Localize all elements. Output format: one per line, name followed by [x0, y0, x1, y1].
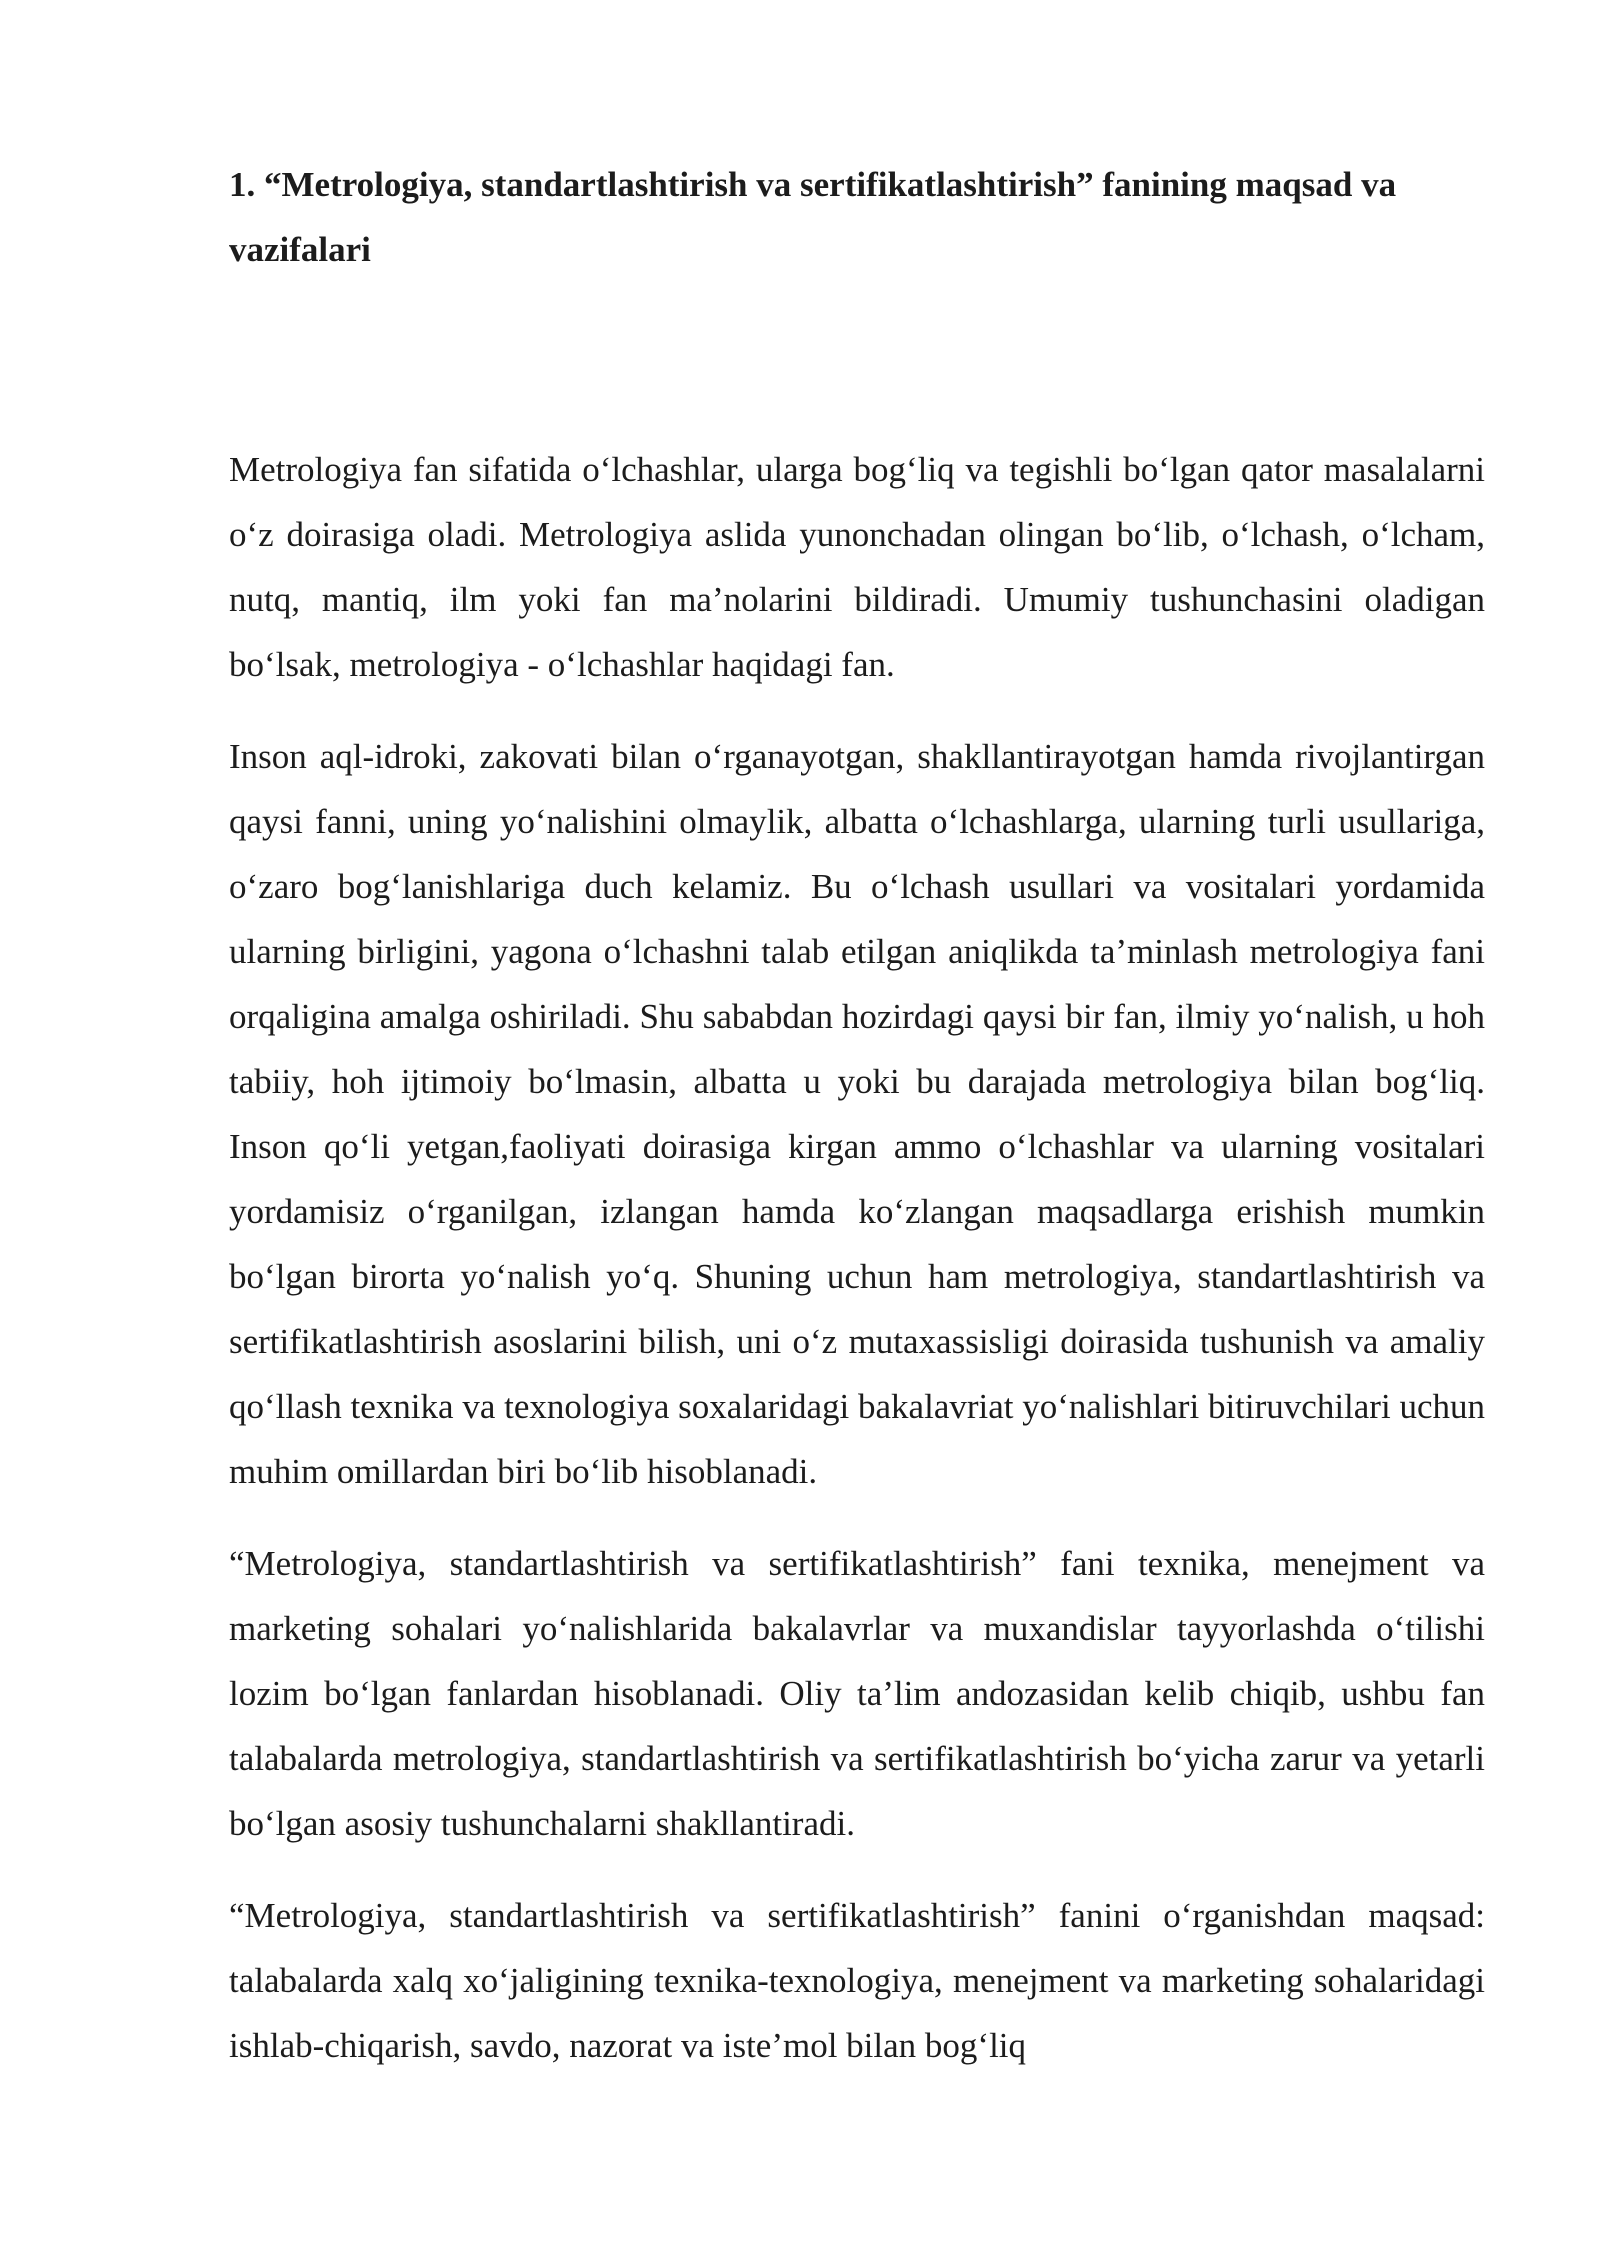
paragraph-subject-role: “Metrologiya, standartlashtirish va sertifikatlashtirish” fani texnika, menejment va marketing sohalari yo‘nalishlarida bakalavrlar va muxandislar tayyorlashda o‘tilishi lozim bo‘lgan fanlardan hisoblanadi. Oliy ta’lim andozasidan kelib chiqib, ushbu fan talabalarda metrologiya, standartlashtirish va sertifikatlashtirish bo‘yicha zarur va yetarli bo‘lgan asosiy tushunchalarni shakllantiradi.: [229, 1544, 1485, 1843]
section-heading: 1. “Metrologiya, standartlashtirish va sertifikatlashtirish” fanining maqsad va vazifalari: [229, 165, 1397, 269]
document-body: [229, 152, 1485, 2105]
paragraph-measurement-importance: Inson aql-idroki, zakovati bilan o‘rganayotgan, shakllantirayotgan hamda rivojlantirgan qaysi fanni, uning yo‘nalishini olmaylik, albatta o‘lchashlarga, ularning turli usullariga, o‘zaro bog‘lanishlariga duch kelamiz. Bu o‘lchash usullari va vositalari yordamida ularning birligini, yagona o‘lchashni talab etilgan aniqlikda ta’minlash metrologiya fani orqaligina amalga oshiriladi. Shu sababdan hozirdagi qaysi bir fan, ilmiy yo‘nalish, u hoh tabiiy, hoh ijtimoiy bo‘lmasin, albatta u yoki bu darajada metrologiya bilan bog‘liq. Inson qo‘li yetgan,faoliyati doirasiga kirgan ammo o‘lchashlar va ularning vositalari yordamisiz o‘rganilgan, izlangan hamda ko‘zlangan maqsadlarga erishish mumkin bo‘lgan birorta yo‘nalish yo‘q. Shuning uchun ham metrologiya, standartlashtirish va sertifikatlashtirish asoslarini bilish, uni o‘z mutaxassisligi doirasida tushunish va amaliy qo‘llash texnika va texnologiya soxalaridagi bakalavriat yo‘nalishlari bitiruvchilari uchun muhim omillardan biri bo‘lib hisoblanadi.: [229, 737, 1485, 1491]
paragraph-subject-goal: “Metrologiya, standartlashtirish va sertifikatlashtirish” fanini o‘rganishdan maqsad: talabalarda xalq xo‘jaligining texnika-texnologiya, menejment va marketing sohalaridagi ishlab-chiqarish, savdo, nazorat va iste’mol bilan bog‘liq: [229, 1896, 1485, 2065]
paragraph-metrology-definition: Metrologiya fan sifatida o‘lchashlar, ularga bog‘liq va tegishli bo‘lgan qator masalalarni o‘z doirasiga oladi. Metrologiya aslida yunonchadan olingan bo‘lib, o‘lchash, o‘lcham, nutq, mantiq, ilm yoki fan ma’nolarini bildiradi. Umumiy tushunchasini oladigan bo‘lsak, metrologiya - o‘lchashlar haqidagi fan.: [229, 450, 1485, 684]
